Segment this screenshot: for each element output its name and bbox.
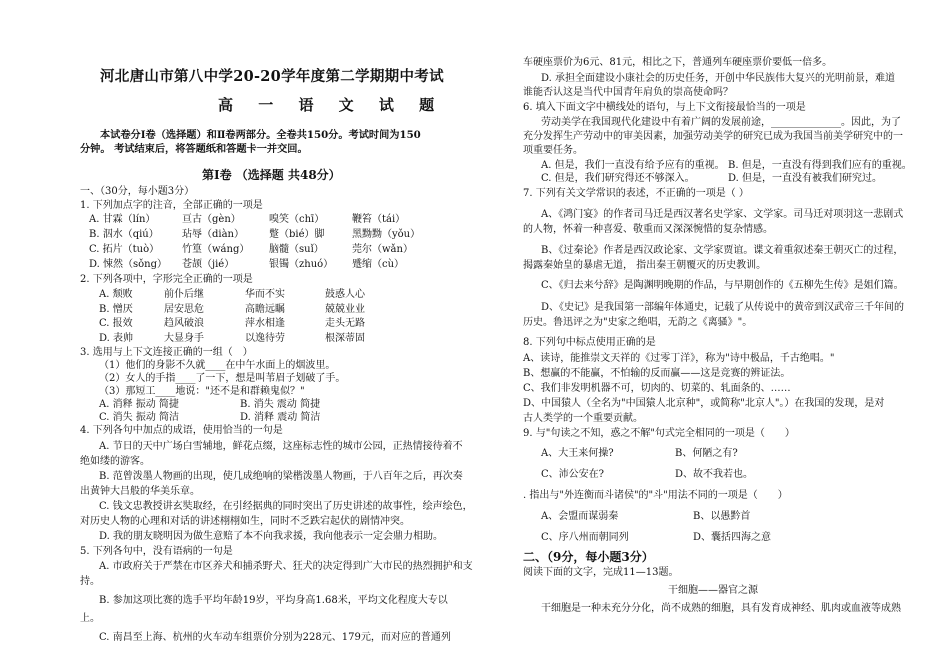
q2-b-3: 高瞻远瞩 [245, 304, 285, 315]
q2-option-c [99, 317, 479, 330]
q2-c-4: 走头无路 [325, 318, 365, 329]
q5-option-b-line2: 上。 [80, 613, 100, 624]
q5-option-a-line1: A. 市政府关于严禁在市区养犬和捕杀野犬、狂犬的决定得到广大市民的热烈拥护和支 [99, 561, 473, 572]
q2-a-3: 华而不实 [245, 289, 285, 300]
q1-option-a [89, 213, 479, 226]
article-title: 干细胞——器官之源 [668, 585, 758, 596]
q2-option-b [99, 303, 479, 316]
q6-passage-line2: 充分发挥生产劳动中的审美因素，加强劳动美学的研究已成为我国当前美学研究中的一 [523, 131, 903, 142]
q9-option-b: B、何陋之有? [675, 448, 738, 459]
q9-stem: 9. 与"句读之不知，惑之不解"句式完全相同的一项是（ ） [523, 428, 795, 439]
q1-b-3: 蹩（bié）脚 [269, 229, 325, 240]
q1-c-1: C. 拓片（tuò） [89, 244, 160, 255]
q1-c-4: 莞尔（wǎn） [352, 244, 413, 255]
part1-heading: 第Ⅰ卷 （选择题 共48分） [202, 168, 341, 182]
q9-option-a: A、大王来何操? [541, 448, 614, 459]
q2-b-1: B. 憎厌 [99, 304, 133, 315]
q8-option-d-line2: 古人类学的一个重要贡献。 [523, 413, 643, 424]
q10-option-c: C、序八州而朝同列 [541, 532, 629, 543]
q3-line-1: （1）他们的身影不久就____在中午水面上的烟波里。 [99, 360, 336, 371]
q10-option-a: A、会盟而谋弱秦 [541, 511, 619, 522]
q8-stem: 8. 下列句中标点使用正确的是 [523, 337, 656, 348]
q1-d-4: 蹙缩（cù） [352, 259, 405, 270]
q4-option-c-line1: C. 钱文忠教授讲玄奘取经，在引经据典的同时突出了历史讲述的故事性，绘声绘色， [99, 501, 473, 512]
q1-option-d [89, 258, 479, 271]
q2-stem: 2. 下列各项中，字形完全正确的一项是 [80, 274, 253, 285]
exam-subtitle: 高 一 语 文 试 题 [218, 96, 445, 114]
q6-option-d: D. 但是，一直没有被我们研究过。 [728, 173, 883, 184]
q1-d-2: 苍颉（jié） [182, 259, 235, 270]
q5-option-d-line1: D. 承担全面建设小康社会的历史任务，开创中华民族伟大复兴的光明前景，难道 [541, 73, 896, 84]
q5-option-b-line1: B. 参加这项比赛的选手平均年龄19岁，平均身高1.68米，平均文化程度大专以 [99, 595, 448, 606]
q1-option-c [89, 243, 479, 256]
q1-a-1: A. 甘霖（lín） [89, 214, 156, 225]
q1-stem: 1. 下列加点字的注音，全部正确的一项是 [80, 200, 263, 211]
q4-option-a-line1: A. 节日的天中广场白雪辅地，鲜花点缀，这座标志性的城市公园，正热情接待着不 [99, 441, 463, 452]
instructions-line-2: 分钟。 考试结束后，将答题纸和答题卡一并交回。 [80, 143, 308, 155]
q1-c-2: 竹篁（wáng） [182, 244, 250, 255]
q8-option-b: B、想赢的不能赢，不怕输的反而赢——这是竞赛的辨证法。 [523, 368, 791, 379]
q4-option-a-line2: 绝如缕的游客。 [80, 456, 150, 467]
q1-d-1: D. 悚然（sǒng） [89, 259, 168, 270]
q1-b-4: 黑黝黝（yǒu） [352, 229, 421, 240]
instructions-line-1: 本试卷分Ⅰ卷（选择题）和Ⅱ卷两部分。全卷共150分。考试时间为150 [100, 129, 421, 141]
q8-option-d-line1: D、中国猿人（全名为"中国猿人北京种"，或简称"北京人"。）在我国的发现，是对 [523, 398, 885, 409]
q1-b-2: 玷辱（diàn） [182, 229, 245, 240]
q2-a-2: 前仆后继 [164, 289, 204, 300]
q9-option-d: D、故不我若也。 [675, 469, 754, 480]
q6-passage-line3: 项重要任务。 [523, 145, 583, 156]
q1-a-3: 嗅笑（chī） [269, 214, 325, 225]
q2-a-1: A. 颓败 [99, 289, 133, 300]
q1-b-1: B. 泅水（qiú） [89, 229, 159, 240]
q2-option-d [99, 332, 479, 345]
q7-option-d-line1: D、《史记》是我国第一部编年体通史，记载了从传说中的黄帝到汉武帝三千年间的 [541, 302, 905, 313]
q3-line-2: （2）女人的手指____了一下，想是叫苇眉子划破了手。 [99, 373, 346, 384]
q7-option-b-line2: 揭露秦始皇的暴虐无道， 指出秦王朝覆灭的历史教训。 [523, 260, 767, 271]
q3-line-3: （3）那短工____地说："还不是和群赖鬼似？" [99, 386, 305, 397]
q3-option-d: D. 消释 震动 简洁 [240, 412, 321, 423]
q6-passage-line1: 劳动美学在我国现代化建设中有着广阔的发展前途，______________。因此，为了 [541, 117, 901, 128]
q10-stem: . 指出与"外连衡而斗诸侯"的"斗"用法不同的一项是（ ） [523, 490, 788, 501]
q1-a-4: 鞭笞（tái） [352, 214, 406, 225]
q4-option-c-line2: 对历史人物的心理和对话的讲述栩栩如生，同时不乏跌宕起伏的剧情冲突。 [80, 516, 410, 527]
q4-option-b-line2: 出黄钟大吕般的华美乐章。 [80, 486, 200, 497]
q2-d-3: 以逸待劳 [245, 333, 285, 344]
q1-a-2: 亘古（gèn） [182, 214, 241, 225]
q2-b-4: 兢兢业业 [325, 304, 365, 315]
q6-stem: 6. 填入下面文字中横线处的语句，与上下文衔接最恰当的一项是 [523, 102, 806, 113]
q4-option-d: D. 我的朋友晓明因为做生意赔了本不向我求援，我向他表示一定会鼎力相助。 [99, 531, 444, 542]
q5-option-a-line2: 持。 [80, 576, 100, 587]
reading-intro: 阅读下面的文字，完成11—13题。 [523, 567, 679, 578]
q3-option-a: A. 消释 振动 简捷 [99, 399, 179, 410]
q10-option-b: B、以愚黔首 [693, 511, 751, 522]
q7-option-a-line1: A、《鸿门宴》的作者司马迁是西汉著名史学家、文学家。司马迁对项羽这一悲剧式 [541, 209, 904, 220]
q7-stem: 7. 下列有关文学常识的表述，不正确的一项是（ ） [523, 188, 749, 199]
q8-option-c: C、我们非发明机器不可，切肉的、切菜的、轧面条的、…… [523, 383, 791, 394]
q1-d-3: 银镯（zhuó） [269, 259, 334, 270]
q10-option-d: D、囊括四海之意 [693, 532, 772, 543]
q6-option-b: B. 但是，一直没有得到我们应有的重视。 [728, 160, 912, 171]
article-paragraph-1: 干细胞是一种未充分分化，尚不成熟的细胞，具有发育成神经、肌肉或血液等成熟 [541, 603, 901, 614]
q4-stem: 4. 下列各句中加点的成语，使用恰当的一句是 [80, 425, 283, 436]
q4-option-b-line1: B. 范曾泼墨人物画的出现，使几成绝响的梁楷泼墨人物画，于八百年之后，再次奏 [99, 471, 463, 482]
section1-heading: 一、（30分，每小题3分） [80, 186, 195, 197]
q7-option-a-line2: 的人物，怀着一种喜爱、敬重而又深深惋惜的复杂情感。 [523, 224, 773, 235]
q1-c-3: 脑髓（suǐ） [269, 244, 324, 255]
q2-c-1: C. 报效 [99, 318, 133, 329]
q2-c-2: 趋风破浪 [164, 318, 204, 329]
q2-d-2: 大显身手 [164, 333, 204, 344]
q3-stem: 3. 选用与上下文连接正确的一组（ ） [80, 347, 253, 358]
q2-option-a [99, 288, 479, 301]
q9-option-c: C、沛公安在? [541, 469, 605, 480]
q5-stem: 5. 下列各句中，没有语病的一句是 [80, 546, 233, 557]
exam-title: 河北唐山市第八中学20-20学年度第二学期期中考试 [100, 68, 444, 85]
q2-a-4: 鼓惑人心 [325, 289, 365, 300]
q7-option-c: C、《归去来兮辞》是陶渊明晚期的作品，与早期创作的《五柳先生传》是姐们篇。 [541, 280, 904, 291]
q2-d-4: 根深蒂固 [325, 333, 365, 344]
q1-option-b [89, 228, 479, 241]
q5-option-c-line1: C. 南昌至上海、杭州的火车动车组票价分别为228元、179元，而对应的普通列 [99, 632, 451, 643]
q2-d-1: D. 表帅 [99, 333, 134, 344]
q7-option-b-line1: B、《过秦论》作者是西汉政论家、文学家贾谊。谍文着重叙述秦王朝灭亡的过程， [541, 245, 904, 256]
section2-heading: 二、（9分，每小题3分） [523, 550, 654, 564]
q8-option-a: A、读诗，能推崇文天祥的《过零丁洋》，称为"诗中极品，千古绝唱。" [523, 353, 835, 364]
q3-option-c: C. 消失 振动 简洁 [99, 412, 180, 423]
q6-option-c: C. 但是，我们研究得还不够深入。 [541, 173, 695, 184]
q5-option-d-line2: 谁能否认这是当代中国青年肩负的崇高使命吗？ [523, 87, 733, 98]
q7-option-d-line2: 历史。鲁迅评之为"史家之绝唱，无韵之《离骚》"。 [523, 317, 753, 328]
q6-option-a: A. 但是，我们一直没有给予应有的重视。 [541, 160, 725, 171]
q5-option-c-line2: 车硬座票价为6元、81元，相比之下，普通列车硬座票价要低一倍多。 [523, 57, 833, 68]
q3-option-b: B. 消失 震动 简捷 [240, 399, 321, 410]
q2-b-2: 居安思危 [164, 304, 204, 315]
q2-c-3: 萍水相逢 [245, 318, 285, 329]
